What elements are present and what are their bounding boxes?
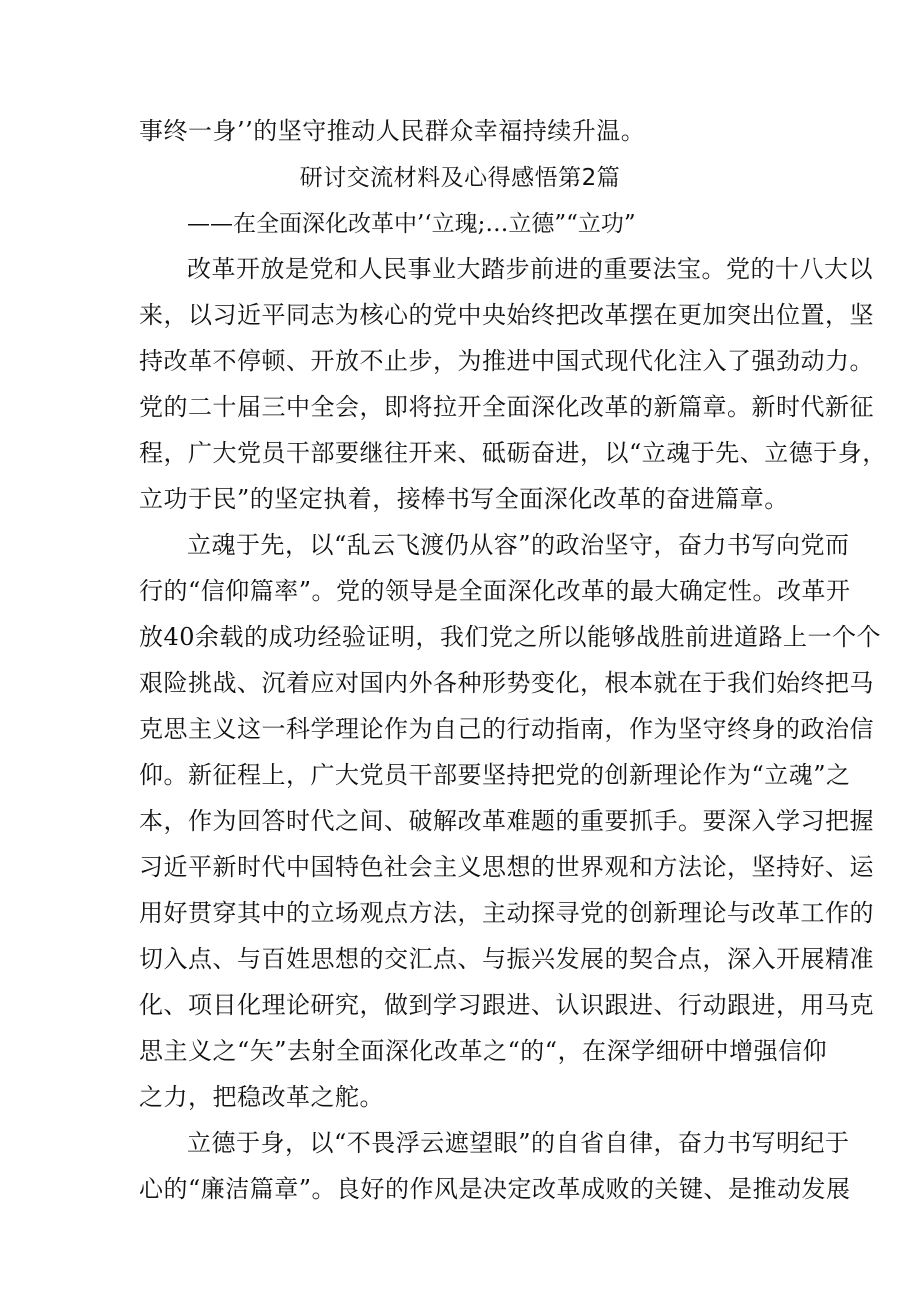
article-title: 研讨交流材料及心得感悟第2篇 (299, 165, 621, 191)
paragraph-line: 程，广大党员干部要继往开来、砥砺奋进，以“立魂于先、立德于身， (139, 439, 887, 467)
paragraph-line: 立德于身，以“不畏浮云遮望眼”的自省自律，奋力书写明纪于 (187, 1129, 850, 1157)
paragraph-line: 艰险挑战、沉着应对国内外各种形势变化，根本就在于我们始终把马 (139, 669, 874, 697)
paragraph-line: 切入点、与百姓思想的交汇点、与振兴发展的契合点，深入开展精准 (139, 945, 874, 973)
paragraph-line: 化、项目化理论研究，做到学习跟进、认识跟进、行动跟进，用马克 (139, 991, 874, 1019)
paragraph-line: 本，作为回答时代之间、破解改革难题的重要抓手。要深入学习把握 (139, 807, 874, 835)
top-fragment-line: 事终一身’’的坚守推动人民群众幸福持续升温。 (139, 117, 646, 145)
paragraph-line: 仰。新征程上，广大党员干部要坚持把党的创新理论作为“立魂”之 (139, 761, 851, 789)
paragraph-line: 立魂于先，以“乱云飞渡仍从容”的政治坚守，奋力书写向党而 (187, 531, 850, 559)
paragraph-line: 心的“廉洁篇章”。良好的作风是决定改革成败的关键、是推动发展 (139, 1175, 851, 1203)
paragraph-line: 习近平新时代中国特色社会主义思想的世界观和方法论，坚持好、运 (139, 853, 874, 881)
article-subtitle: ——在全面深化改革中’‘立瑰;…立德”“立功” (187, 211, 636, 237)
paragraph-line: 用好贯穿其中的立场观点方法，主动探寻党的创新理论与改革工作的 (139, 899, 874, 927)
paragraph-line: 来，以习近平同志为核心的党中央始终把改革摆在更加突出位置，坚 (139, 301, 874, 329)
paragraph-line: 思主义之“矢”去射全面深化改革之“的“，在深学细研中增强信仰 (139, 1037, 828, 1065)
paragraph-line: 立功于民”的坚定执着，接棒书写全面深化改革的奋进篇章。 (139, 485, 789, 513)
paragraph-line: 行的“信仰篇率”。党的领导是全面深化改革的最大确定性。改革开 (139, 577, 851, 605)
paragraph-line: 持改革不停顿、开放不止步，为推进中国式现代化注入了强劲动力。 (139, 347, 874, 375)
paragraph-line: 克思主义这一科学理论作为自己的行动指南，作为坚守终身的政治信 (139, 715, 874, 743)
paragraph-line: 之力，把稳改革之舵。 (139, 1083, 384, 1111)
paragraph-line: 放40余载的成功经验证明，我们党之所以能够战胜前进道路上一个个 (139, 623, 882, 651)
paragraph-line: 党的二十届三中全会，即将拉开全面深化改革的新篇章。新时代新征 (139, 393, 874, 421)
paragraph-line: 改革开放是党和人民事业大踏步前进的重要法宝。党的十八大以 (187, 255, 873, 283)
